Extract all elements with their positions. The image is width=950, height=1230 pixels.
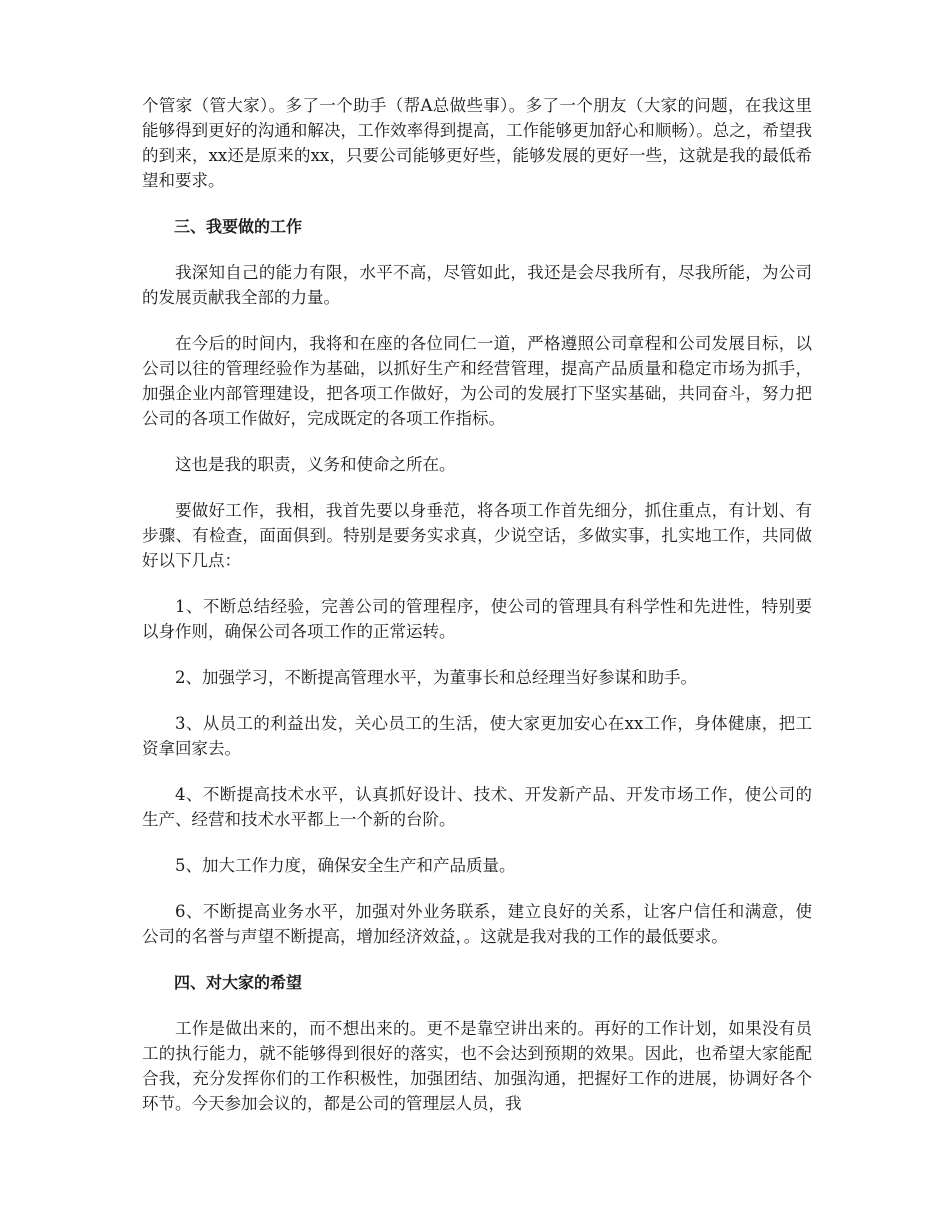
paragraph: 要做好工作，我相，我首先要以身垂范，将各项工作首先细分，抓住重点，有计划、有步骤、有检查，面面俱到。特别是要务实求真，少说空话，多做实事，扎实地工作，共同做好以下几点： (142, 501, 812, 570)
list-item-1: 1、不断总结经验，完善公司的管理程序，使公司的管理具有科学性和先进性，特别要以身作则，确保公司各项工作的正常运转。 (142, 597, 812, 641)
document-body (142, 93, 812, 1137)
list-item-3: 3、从员工的利益出发，关心员工的生活，使大家更加安心在xx工作，身体健康，把工资拿回家去。 (142, 714, 812, 758)
section-heading-4: 四、对大家的希望 (174, 973, 303, 992)
list-item-5: 5、加大工作力度，确保安全生产和产品质量。 (175, 856, 516, 875)
paragraph-intro-continuation: 个管家（管大家）。多了一个助手（帮A总做些事）。多了一个朋友（大家的问题，在我这里能够得到更好的沟通和解决，工作效率得到提高，工作能够更加舒心和顺畅）。总之，希望我的到来，xx还是原来的xx，只要公司能够更好些，能够发展的更好一些，这就是我的最低希望和要求。 (142, 96, 812, 190)
paragraph: 在今后的时间内，我将和在座的各位同仁一道，严格遵照公司章程和公司发展目标，以公司以往的管理经验作为基础，以抓好生产和经营管理，提高产品质量和稳定市场为抓手，加强企业内部管理建设，把各项工作做好，为公司的发展打下坚实基础，共同奋斗，努力把公司的各项工作做好，完成既定的各项工作指标。 (142, 334, 812, 428)
paragraph: 我深知自己的能力有限，水平不高，尽管如此，我还是会尽我所有，尽我所能，为公司的发展贡献我全部的力量。 (142, 263, 812, 307)
list-item-2: 2、加强学习，不断提高管理水平，为董事长和总经理当好参谋和助手。 (175, 668, 697, 687)
list-item-4: 4、不断提高技术水平，认真抓好设计、技术、开发新产品、开发市场工作，使公司的生产、经营和技术水平都上一个新的台阶。 (142, 785, 812, 829)
section-heading-3: 三、我要做的工作 (174, 217, 303, 236)
paragraph: 工作是做出来的，而不想出来的。更不是靠空讲出来的。再好的工作计划，如果没有员工的执行能力，就不能够得到很好的落实，也不会达到预期的效果。因此，也希望大家能配合我，充分发挥你们的工作积极性，加强团结、加强沟通，把握好工作的进展，协调好各个环节。今天参加会议的，都是公司的管理层人员，我 (142, 1019, 812, 1113)
list-item-6: 6、不断提高业务水平，加强对外业务联系，建立良好的关系，让客户信任和满意，使公司的名誉与声望不断提高，增加经济效益，。这就是我对我的工作的最低要求。 (142, 902, 812, 946)
paragraph: 这也是我的职责，义务和使命之所在。 (175, 455, 456, 474)
